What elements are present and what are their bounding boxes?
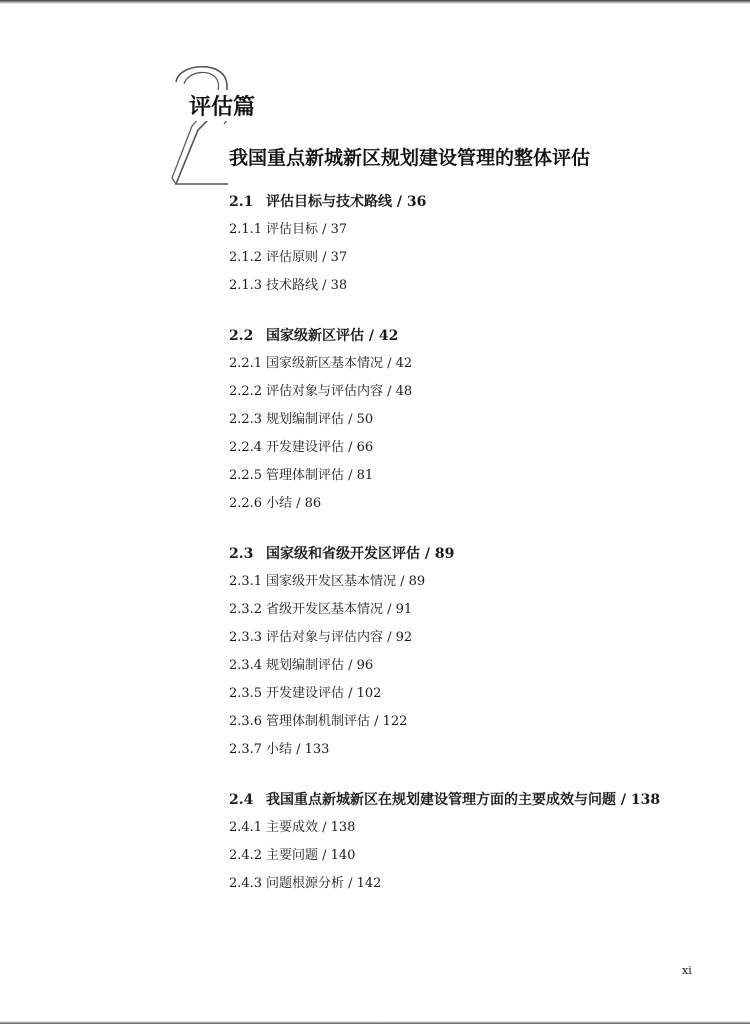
entry-number: 2.2.4 [229,440,263,455]
entry-number: 2.4.2 [229,848,263,863]
section-number: 2.4 [229,792,254,808]
toc-entry[interactable] [229,870,699,898]
entry-number: 2.2.2 [229,384,263,399]
toc-section-2-3 [229,540,699,764]
toc-entry[interactable] [229,350,699,378]
entry-title: 问题根源分析 / 142 [266,876,382,891]
entry-number: 2.2.6 [229,496,263,511]
section-number: 2.3 [229,546,254,562]
section-heading[interactable] [229,188,699,216]
entry-title: 小结 / 133 [266,742,330,757]
entry-title: 技术路线 / 38 [266,278,348,293]
entry-number: 2.4.3 [229,876,263,891]
toc-entry[interactable] [229,378,699,406]
toc-entry[interactable] [229,624,699,652]
toc-section-2-2 [229,322,699,518]
entry-title: 主要问题 / 140 [266,848,356,863]
section-title: 评估目标与技术路线 / 36 [266,194,427,210]
toc-entry[interactable] [229,680,699,708]
entry-number: 2.3.2 [229,602,263,617]
top-page-edge [0,0,750,4]
entry-number: 2.3.3 [229,630,263,645]
toc-entry[interactable] [229,272,699,300]
section-heading[interactable] [229,786,699,814]
entry-title: 开发建设评估 / 102 [266,686,382,701]
toc-entry[interactable] [229,462,699,490]
entry-title: 规划编制评估 / 96 [266,658,374,673]
toc-entry[interactable] [229,244,699,272]
entry-title: 管理体制机制评估 / 122 [266,714,408,729]
entry-number: 2.3.4 [229,658,263,673]
toc-entry[interactable] [229,596,699,624]
entry-number: 2.1.2 [229,250,263,265]
toc-entry[interactable] [229,406,699,434]
toc-entry[interactable] [229,434,699,462]
toc-entry[interactable] [229,216,699,244]
section-heading[interactable] [229,322,699,350]
toc-entry[interactable] [229,652,699,680]
entry-title: 国家级新区基本情况 / 42 [266,356,413,371]
toc-entry[interactable] [229,736,699,764]
entry-number: 2.2.3 [229,412,263,427]
entry-title: 主要成效 / 138 [266,820,356,835]
section-heading[interactable] [229,540,699,568]
toc-entry[interactable] [229,568,699,596]
part-title: 评估篇 [187,90,257,121]
entry-number: 2.4.1 [229,820,263,835]
entry-title: 评估原则 / 37 [266,250,348,265]
entry-title: 省级开发区基本情况 / 91 [266,602,413,617]
section-title: 国家级新区评估 / 42 [266,328,399,344]
entry-number: 2.1.3 [229,278,263,293]
chapter-title: 我国重点新城新区规划建设管理的整体评估 [229,143,594,170]
entry-title: 开发建设评估 / 66 [266,440,374,455]
page-number: xi [682,964,692,977]
entry-title: 小结 / 86 [266,496,322,511]
chapter-numeral-two-icon [168,60,238,190]
entry-title: 管理体制评估 / 81 [266,468,374,483]
section-number: 2.2 [229,328,254,344]
section-number: 2.1 [229,194,254,210]
entry-number: 2.3.6 [229,714,263,729]
entry-number: 2.3.1 [229,574,263,589]
entry-number: 2.3.5 [229,686,263,701]
toc-entry[interactable] [229,490,699,518]
entry-number: 2.1.1 [229,222,263,237]
entry-title: 评估对象与评估内容 / 92 [266,630,413,645]
entry-title: 评估目标 / 37 [266,222,348,237]
entry-title: 评估对象与评估内容 / 48 [266,384,413,399]
section-title: 国家级和省级开发区评估 / 89 [266,546,455,562]
entry-title: 国家级开发区基本情况 / 89 [266,574,426,589]
toc-entry[interactable] [229,708,699,736]
toc-section-2-1 [229,188,699,300]
entry-number: 2.2.1 [229,356,263,371]
entry-number: 2.3.7 [229,742,263,757]
table-of-contents [229,188,699,920]
entry-number: 2.2.5 [229,468,263,483]
toc-section-2-4 [229,786,699,898]
toc-entry[interactable] [229,814,699,842]
entry-title: 规划编制评估 / 50 [266,412,374,427]
section-title: 我国重点新城新区在规划建设管理方面的主要成效与问题 / 138 [266,792,661,808]
toc-entry[interactable] [229,842,699,870]
